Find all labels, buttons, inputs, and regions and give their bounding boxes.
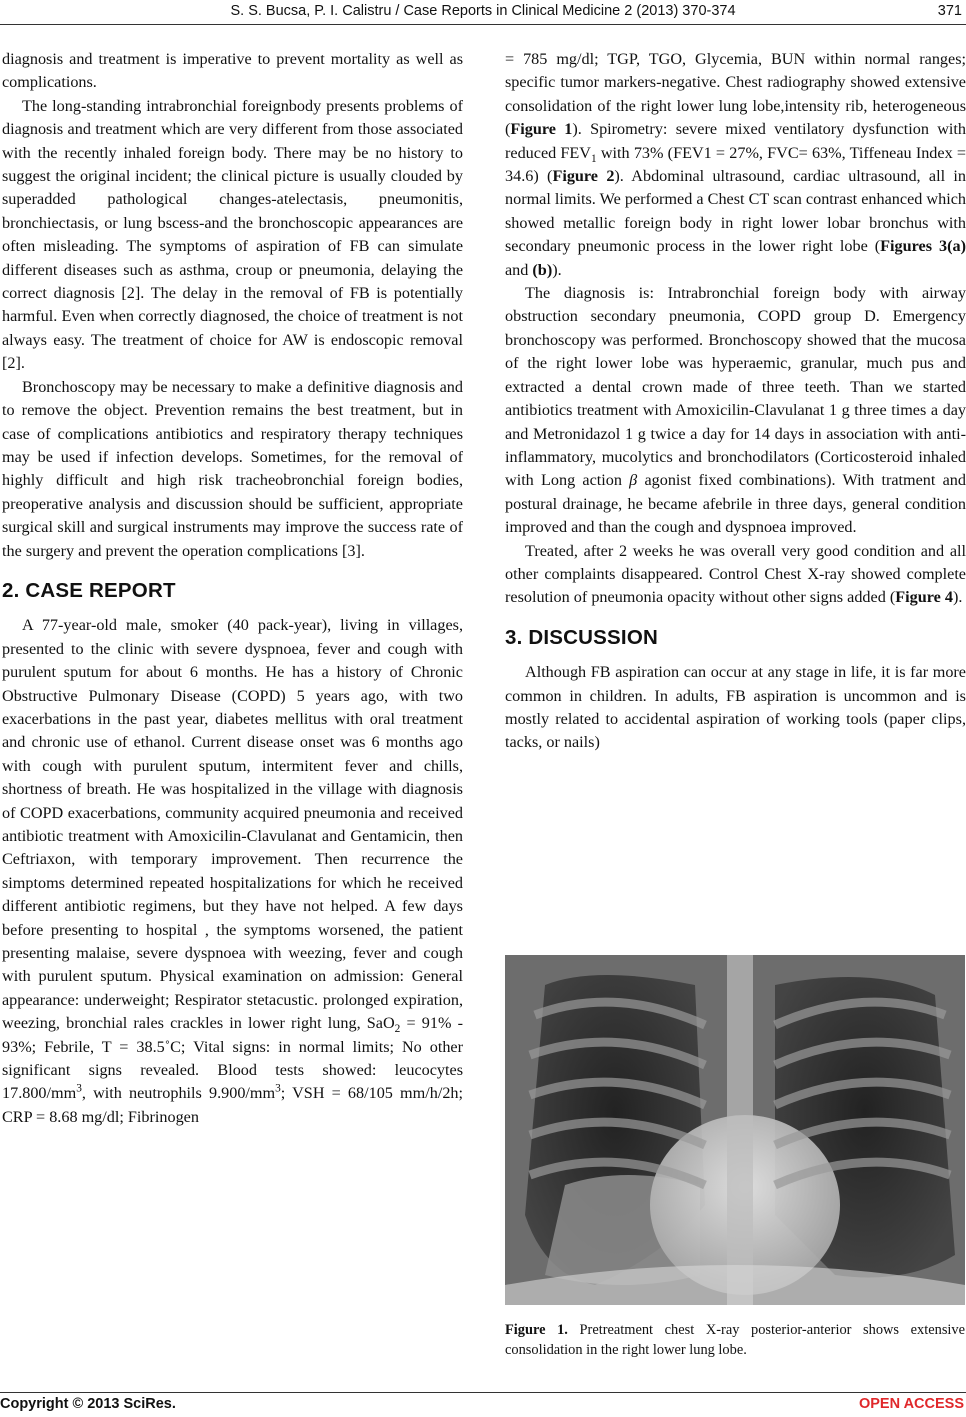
chest-xray-image — [505, 955, 965, 1305]
caption-label: Figure 1. — [505, 1322, 568, 1338]
paragraph: The long-standing intrabronchial foreignbody presents problems of diagnosis and treatment which are very different from those associated with the recently inhaled foreign body. There may be no history to suggest the original incident; the clinical picture is usually clouded by superadded pathological changes-atelectasis, pneumonitis, bronchiectasis, or lung bscess-and the bronchoscopic appearances are often misleading. The symptoms of aspiration of FB can simulate different diseases such as asthma, croup or pneumonia, delaying the correct diagnosis [2]. The delay in the removal of FB is potentially harmful. Even when correctly diagnosed, the choice of treatment is not always easy. The treatment of choice for AW is endoscopic removal [2]. — [2, 96, 463, 373]
figure-ref[interactable]: Figure 1 — [510, 120, 573, 139]
paragraph: = 785 mg/dl; TGP, TGO, Glycemia, BUN within normal ranges; specific tumor markers-negative. Chest radiography showed extensive consolidation of the right lower lung lobe,intensity rib, heterogeneous (Figure 1). Spirometry: severe mixed ventilatory dysfunction with reduced $FEV_1$ with 73% (FEV1 = 27%, FVC= 63%, Tiffeneau Index = 34.6) (Figure 2). Abdominal ultrasound, cardiac ultrasound, all in normal limits. We performed a Chest CT scan contrast enhanced which showed metallic foreign body in right lower lobar bronchus with secondary pneumonic process in the lower right lobe (Figures 3(a) and (b)). — [505, 50, 966, 279]
left-column — [2, 48, 463, 1129]
xray-illustration — [505, 955, 965, 1305]
section-heading-discussion: 3. DISCUSSION — [505, 625, 658, 649]
running-header — [0, 0, 966, 24]
figure-ref[interactable]: Figure 2 — [552, 167, 615, 186]
header-title: S. S. Bucsa, P. I. Calistru / Case Reports in Clinical Medicine 2 (2013) 370-374 — [230, 3, 736, 19]
paragraph: diagnosis and treatment is imperative to prevent mortality as well as complications. — [2, 50, 463, 92]
paragraph: The diagnosis is: Intrabronchial foreign body with airway obstruction secondary pneumonia, COPD group D. Emergency bronchoscopy was performed. Bronchoscopy showed that the mucosa of the right lower lobe was hyperaemic, granular, much pus and extracted a dental crown made of three teeth. Than we started antibiotics treatment with Amoxicilin-Clavulanat 1 g three times a day and Metronidazol 1 g twice a day for 14 days in association with anti-inflammatory, mucolytics and bronchodilators (Corticosteroid inhaled with Long action β agonist fixed combinations). With tratment and postural drainage, he became afebrile in three days, general condition improved and than the cough and dyspnoea improved. — [505, 284, 966, 537]
open-access-label: OPEN ACCESS — [858, 1396, 964, 1412]
paragraph-case-report: A 77-year-old male, smoker (40 pack-year), living in villages, presented to the clinic with severe dyspnoea, fever and cough with purulent sputum for about 6 months. He has a history of Chronic Obstructive Pulmonary Disease (COPD) 5 years ago, with two exacerbations in the past year, diabetes mellitus with oral treatment and chronic use of ethanol. Current disease onset was 6 months ago with cough with purulent sputum, intermitent fever and chills, shortness of breath. He was hospitalized in the village with diagnosis of COPD exacerbations, community acquired pneumonia and received antibiotic treatment with Amoxicilin-Clavulanat and Gentamicin, then Ceftriaxon, with temporary improvement. Then recurrence the simptoms determined repeated hospitalizations for which he received different antibiotic regimens, but they have not helped. A few days before presenting to hospital , the symptoms worsened, the patient presenting malaise, severe dyspnoea with weezing, fever and cough with purulent sputum. Physical examination on admission: General appearance: underweight; Respirator stetacustic. prolonged expiration, weezing, bronchial rales crackles in lower right lung, SaO$_2$ = 91% - 93%; Febrile, T = 38.5˚C; Vital signs: in normal limits; No other significant signs revealed. Blood tests showed: leucocytes $17.800/mm^3$, with neutrophils $9.900/mm^3$; VSH = 68/105 mm/h/2h; CRP = 8.68 mg/dl; Fibrinogen — [2, 616, 464, 1126]
copyright-text: Copyright © 2013 SciRes. — [0, 1396, 176, 1412]
figure-caption — [505, 1320, 965, 1360]
figure-ref[interactable]: (b) — [532, 260, 553, 279]
figure-ref[interactable]: Figure 4 — [895, 588, 953, 607]
page-footer — [0, 1394, 966, 1416]
page-number: 371 — [937, 3, 962, 19]
figure-ref[interactable]: Figures 3(a) — [880, 237, 966, 256]
paragraph: Although FB aspiration can occur at any stage in life, it is far more common in children. In adults, FB aspiration is uncommon and is mostly related to accidental aspiration of working tools (paper clips, tacks, or nails) — [505, 663, 966, 752]
header-rule — [0, 24, 966, 25]
section-heading-case-report: 2. CASE REPORT — [2, 578, 176, 602]
paragraph: Bronchoscopy may be necessary to make a definitive diagnosis and to remove the object. Prevention remains the best treatment, but in case of complications antibiotics and respiratory therapy techniques may be used if infection develops. Sometimes, for the removal of highly difficult and high risk tracheobronchial foreign bodies, preoperative analysis and discussion should be sufficient, appropriate surgical skill and surgical instruments may improve the success rate of the surgery and prevent the operation complications [3]. — [2, 377, 463, 560]
caption-text: Pretreatment chest X-ray posterior-anterior shows extensive consolidation in the right lower lung lobe. — [505, 1322, 965, 1358]
right-column — [505, 48, 966, 755]
paragraph: Treated, after 2 weeks he was overall very good condition and all other complaints disappeared. Control Chest X-ray showed complete resolution of pneumonia opacity without other signs added (Figure 4). — [505, 541, 966, 607]
footer-rule — [0, 1392, 966, 1393]
